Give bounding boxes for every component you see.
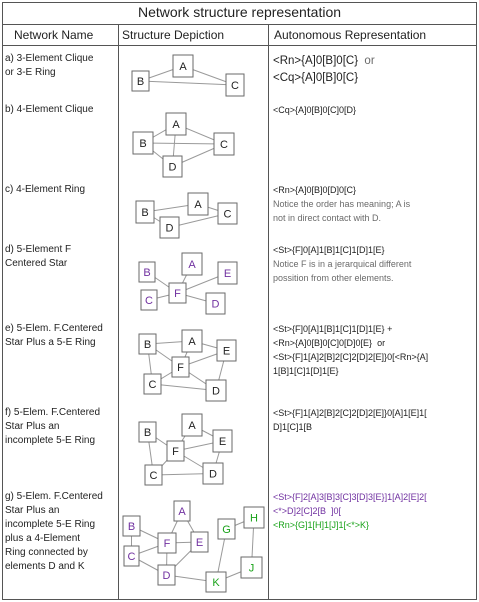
node-C bbox=[218, 203, 237, 224]
node-C bbox=[226, 74, 244, 96]
network-name-line: f) 5-Elem. F.Centered bbox=[5, 407, 101, 418]
node-label: A bbox=[188, 259, 196, 271]
node-label: D bbox=[209, 468, 217, 481]
edge-B-C bbox=[141, 81, 236, 85]
node-label: F bbox=[172, 446, 179, 458]
node-B bbox=[133, 132, 153, 154]
representation-segment: <St>{F]2[A]3[B]3[C]3[D]3[E}]1[A]2[E]2[ bbox=[273, 492, 427, 502]
representation-segment: not in direct contact with D. bbox=[273, 213, 382, 223]
node-label: E bbox=[218, 436, 227, 448]
network-name-line: incomplete 5-E Ring bbox=[5, 435, 96, 446]
node-C bbox=[124, 546, 139, 566]
node-E bbox=[191, 532, 208, 552]
structure-diagram-0 bbox=[132, 55, 244, 96]
structure-diagram-2 bbox=[136, 193, 237, 238]
network-name-line: or 3-E Ring bbox=[5, 67, 56, 78]
network-name-line: elements D and K bbox=[5, 561, 85, 572]
node-A bbox=[174, 501, 190, 521]
header-structure-depiction: Structure Depiction bbox=[122, 28, 225, 42]
representation-segment: <St>{F]0[A]1[B]1[C]1[D]1[E} + bbox=[273, 324, 393, 334]
node-F bbox=[172, 357, 189, 377]
node-G bbox=[218, 519, 235, 539]
node-B bbox=[139, 422, 156, 442]
network-name-line: g) 5-Elem. F.Centered bbox=[5, 491, 103, 502]
representation-segment: <Rn>{G]1[H]1[J]1[<*>K} bbox=[273, 520, 370, 530]
representation-segment: possition from other elements. bbox=[273, 273, 394, 283]
node-label: D bbox=[165, 222, 174, 235]
table-title: Network structure representation bbox=[137, 4, 342, 20]
representation-segment: <Cq>{A]0[B]0[C} bbox=[273, 72, 359, 84]
node-label: D bbox=[212, 385, 220, 398]
network-name-line: Star Plus a 5-E Ring bbox=[5, 337, 96, 348]
node-H bbox=[244, 507, 264, 528]
node-label: C bbox=[220, 139, 228, 151]
node-A bbox=[182, 414, 202, 436]
node-label: J bbox=[248, 562, 255, 575]
edge-B-C bbox=[143, 143, 224, 144]
node-label: C bbox=[145, 295, 153, 307]
header-autonomous-representation: Autonomous Representation bbox=[274, 28, 427, 42]
network-name-line: b) 4-Element Clique bbox=[5, 104, 94, 115]
representation-segment: <St>{F]1[A]2[B]2[C]2[D]2[E]}0[A]1[E]1[ bbox=[273, 408, 427, 418]
node-F bbox=[158, 533, 176, 553]
node-label: C bbox=[223, 208, 232, 221]
node-A bbox=[182, 330, 202, 352]
node-D bbox=[206, 380, 226, 401]
representation-segment: D]1[C]1[B bbox=[273, 422, 313, 432]
node-label: B bbox=[143, 427, 152, 439]
node-label: C bbox=[149, 470, 158, 482]
network-name-line: c) 4-Element Ring bbox=[5, 184, 86, 195]
node-B bbox=[136, 201, 154, 223]
node-label: C bbox=[127, 551, 136, 563]
node-F bbox=[167, 441, 184, 461]
node-label: K bbox=[212, 577, 220, 589]
node-C bbox=[141, 290, 157, 310]
node-D bbox=[206, 293, 225, 314]
node-B bbox=[132, 71, 149, 91]
node-label: G bbox=[222, 524, 231, 536]
structure-diagram-1 bbox=[133, 113, 234, 177]
network-name-line: Star Plus an bbox=[5, 505, 60, 516]
header-network-name: Network Name bbox=[14, 28, 94, 42]
node-D bbox=[160, 217, 179, 238]
node-B bbox=[139, 334, 156, 354]
node-label: B bbox=[141, 207, 149, 219]
node-label: D bbox=[168, 161, 177, 174]
node-label: A bbox=[188, 336, 196, 348]
structure-diagram-3 bbox=[139, 253, 237, 314]
node-B bbox=[123, 516, 140, 536]
node-K bbox=[206, 572, 226, 592]
node-label: H bbox=[250, 512, 258, 525]
node-label: E bbox=[223, 268, 232, 280]
node-label: D bbox=[211, 298, 220, 311]
network-name-line: plus a 4-Element bbox=[5, 533, 81, 544]
node-label: C bbox=[231, 80, 239, 92]
node-D bbox=[203, 463, 223, 484]
node-label: F bbox=[174, 288, 181, 300]
node-label: A bbox=[179, 61, 187, 73]
node-F bbox=[169, 283, 186, 303]
representation-segment: 1[B]1[C]1[D]1[E} bbox=[273, 366, 339, 376]
node-label: D bbox=[162, 570, 171, 582]
network-name-line: e) 5-Elem. F.Centered bbox=[5, 323, 103, 334]
node-A bbox=[188, 193, 208, 215]
node-label: B bbox=[143, 267, 151, 279]
node-E bbox=[218, 262, 237, 284]
node-J bbox=[241, 557, 262, 578]
structure-diagram-4 bbox=[139, 330, 236, 401]
representation-segment: or bbox=[358, 55, 375, 67]
node-label: A bbox=[194, 199, 202, 211]
representation-segment: <*>D]2[C]2[B ]0[ bbox=[273, 506, 342, 516]
representation-segment: <St>{F]0[A]1[B]1[C]1[D]1[E} bbox=[273, 245, 385, 255]
network-name-line: Ring connected by bbox=[5, 547, 88, 558]
node-label: B bbox=[136, 76, 145, 88]
node-label: F bbox=[177, 362, 184, 374]
node-label: B bbox=[143, 339, 152, 351]
node-label: E bbox=[222, 345, 231, 358]
node-label: C bbox=[148, 379, 157, 391]
representation-segment: <Rn>{A]0[B]0[C} bbox=[273, 55, 359, 67]
node-C bbox=[144, 374, 161, 394]
node-label: B bbox=[127, 521, 136, 533]
structure-diagram-5 bbox=[139, 414, 232, 485]
node-A bbox=[173, 55, 193, 77]
node-A bbox=[182, 253, 202, 275]
network-name-line: d) 5-Element F bbox=[5, 244, 72, 255]
node-label: F bbox=[163, 538, 171, 550]
representation-segment: <Rn>{A]0[B]0[C]0[D]0[E} or bbox=[273, 338, 386, 348]
representation-segment: <Rn>{A]0[B]0[D]0[C} bbox=[273, 185, 357, 195]
representation-segment: <St>{F]1[A]2[B]2[C]2[D]2[E]}0[<Rn>{A] bbox=[273, 352, 429, 362]
node-label: E bbox=[195, 537, 204, 549]
node-A bbox=[166, 113, 186, 135]
network-name-line: incomplete 5-E Ring bbox=[5, 519, 96, 530]
network-name-line: Centered Star bbox=[5, 258, 68, 269]
node-D bbox=[158, 565, 175, 585]
representation-segment: Notice F is in a jerarquical different bbox=[273, 259, 412, 269]
node-label: A bbox=[188, 420, 196, 432]
node-C bbox=[214, 133, 234, 155]
node-label: A bbox=[172, 119, 180, 131]
representation-segment: <Cq>{A]0[B]0[C]0[D} bbox=[273, 105, 357, 115]
network-name-line: a) 3-Element Clique bbox=[5, 53, 94, 64]
network-name-line: Star Plus an bbox=[5, 421, 60, 432]
node-E bbox=[213, 430, 232, 452]
node-label: B bbox=[139, 138, 147, 150]
structure-diagram-6 bbox=[123, 501, 264, 592]
node-label: A bbox=[178, 506, 186, 518]
node-B bbox=[139, 262, 155, 282]
node-E bbox=[217, 340, 236, 361]
representation-segment: Notice the order has meaning; A is bbox=[273, 199, 411, 209]
node-D bbox=[163, 156, 182, 177]
node-C bbox=[145, 465, 162, 485]
